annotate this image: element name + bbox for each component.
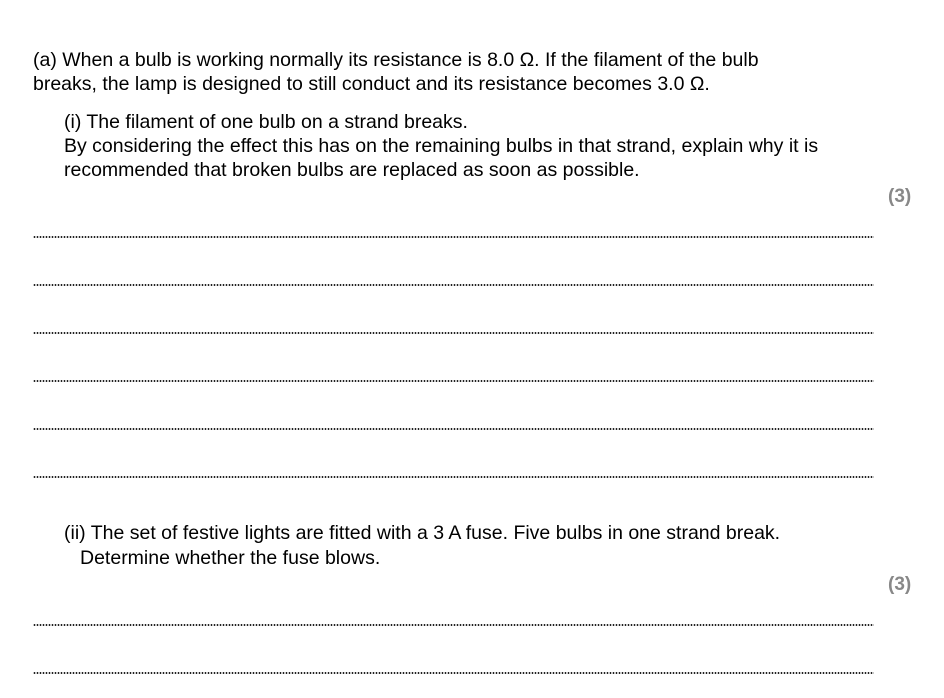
question-i-line-2: By considering the effect this has on the remaining bulbs in that strand, explain why it is	[64, 135, 819, 157]
question-a-line-2: breaks, the lamp is designed to still conduct and its resistance becomes 3.0 Ω.	[33, 73, 710, 95]
answer-line-i-5[interactable]	[33, 428, 874, 430]
answer-line-i-3[interactable]	[33, 332, 874, 334]
answer-line-i-2[interactable]	[33, 284, 874, 286]
answer-line-i-1[interactable]	[33, 236, 874, 238]
answer-line-ii-1[interactable]	[33, 624, 874, 626]
question-a-line-1: (a) When a bulb is working normally its resistance is 8.0 Ω. If the filament of the bulb	[33, 49, 759, 71]
answer-line-i-4[interactable]	[33, 380, 874, 382]
answer-line-ii-2[interactable]	[33, 672, 874, 674]
question-i-line-3: recommended that broken bulbs are replaced as soon as possible.	[64, 159, 640, 181]
marks-label-i: (3)	[888, 186, 912, 207]
marks-label-ii: (3)	[888, 574, 912, 595]
question-ii-line-2: Determine whether the fuse blows.	[80, 547, 381, 569]
question-i-line-1: (i) The filament of one bulb on a strand breaks.	[64, 111, 468, 133]
question-ii-line-1: (ii) The set of festive lights are fitted with a 3 A fuse. Five bulbs in one strand break.	[64, 522, 781, 544]
answer-line-i-6[interactable]	[33, 476, 874, 478]
